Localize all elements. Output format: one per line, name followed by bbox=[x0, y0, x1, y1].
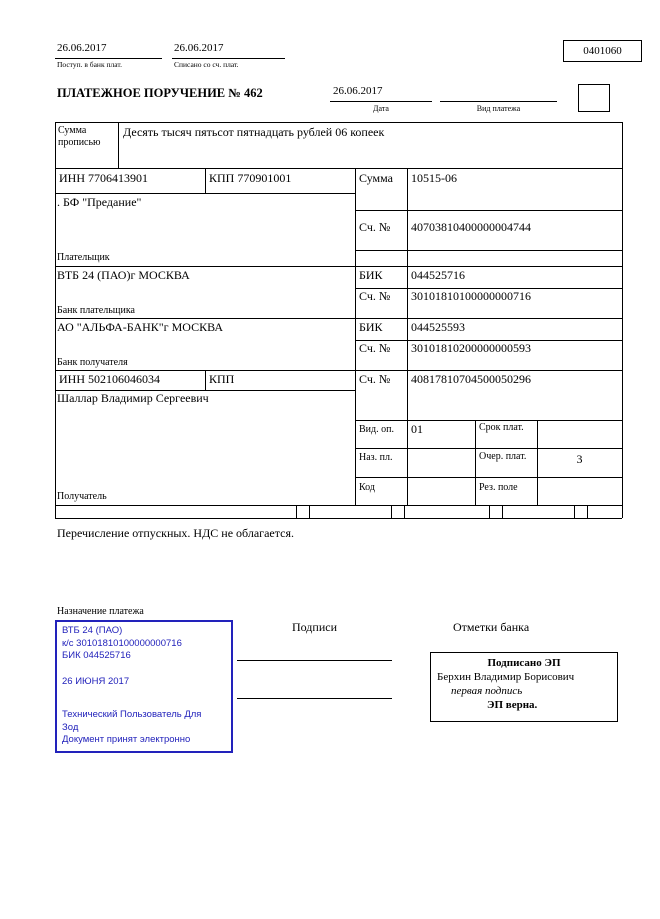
table-border bbox=[355, 210, 622, 211]
table-border bbox=[355, 168, 356, 505]
payee-name: Шаллар Владимир Сергеевич bbox=[57, 391, 209, 405]
tick-divider bbox=[309, 505, 310, 518]
payer-bank-acc-label: Сч. № bbox=[359, 289, 391, 303]
form-code-box: 0401060 bbox=[563, 40, 642, 62]
payer-bank-bik: 044525716 bbox=[411, 268, 465, 282]
tick-divider bbox=[502, 505, 503, 518]
bank-marks-title: Отметки банка bbox=[453, 620, 530, 634]
bank-stamp-note: Документ принят электронно bbox=[62, 734, 191, 745]
kod-label: Код bbox=[359, 482, 375, 493]
date-caption: Дата bbox=[373, 104, 389, 113]
payer-bank-name: ВТБ 24 (ПАО)г МОСКВА bbox=[57, 268, 190, 282]
table-border bbox=[55, 122, 622, 123]
payee-bank-acc-label: Сч. № bbox=[359, 341, 391, 355]
received-in-bank-date: 26.06.2017 bbox=[57, 42, 107, 54]
payee-inn: ИНН 502106046034 bbox=[59, 372, 160, 386]
naz-pl-label: Наз. пл. bbox=[359, 452, 393, 463]
payer-kpp: КПП 770901001 bbox=[209, 171, 292, 185]
doc-date-underline bbox=[330, 101, 432, 102]
bank-stamp-bank-name: ВТБ 24 (ПАО) bbox=[62, 625, 123, 636]
esign-verified: ЭП верна. bbox=[487, 699, 538, 711]
bank-stamp-corr-account: к/с 30101810100000000716 bbox=[62, 637, 182, 649]
doc-title: ПЛАТЕЖНОЕ ПОРУЧЕНИЕ № 462 bbox=[57, 86, 263, 100]
table-border bbox=[55, 122, 56, 518]
payee-bank-bik: 044525593 bbox=[411, 320, 465, 334]
tick-divider bbox=[587, 505, 588, 518]
payment-kind-caption: Вид платежа bbox=[476, 104, 521, 113]
table-border bbox=[118, 122, 119, 168]
debited-date-underline bbox=[172, 58, 285, 59]
payer-acc-label: Сч. № bbox=[359, 220, 391, 234]
bank-stamp bbox=[55, 620, 233, 753]
purpose-text: Перечисление отпускных. НДС не облагается. bbox=[57, 526, 294, 540]
esign-subtitle: первая подпись bbox=[451, 685, 523, 697]
debited-label: Списано со сч. плат. bbox=[174, 60, 239, 69]
table-border bbox=[55, 193, 355, 194]
bank-stamp-user-line2: Зод bbox=[62, 721, 79, 733]
payee-acc: 40817810704500050296 bbox=[411, 372, 531, 386]
tick-divider bbox=[574, 505, 575, 518]
rez-pole-label: Рез. поле bbox=[479, 482, 518, 493]
table-border bbox=[55, 370, 622, 371]
tick-divider bbox=[404, 505, 405, 518]
payee-bank-caption: Банк получателя bbox=[57, 357, 128, 368]
payee-caption: Получатель bbox=[57, 491, 107, 502]
table-border bbox=[55, 505, 622, 506]
purpose-caption: Назначение платежа bbox=[57, 606, 144, 617]
table-border bbox=[55, 266, 622, 267]
bank-stamp-bik: БИК 044525716 bbox=[62, 650, 131, 661]
bank-stamp-user-line1: Технический Пользователь Для bbox=[62, 709, 202, 720]
table-border bbox=[55, 318, 622, 319]
payer-bank-caption: Банк плательщика bbox=[57, 305, 135, 316]
table-border bbox=[622, 122, 623, 518]
esign-stamp bbox=[430, 652, 618, 722]
payee-kpp-label: КПП bbox=[209, 372, 235, 386]
table-border bbox=[205, 370, 206, 390]
payment-kind-underline bbox=[440, 101, 557, 102]
table-border bbox=[355, 448, 622, 449]
ocher-plat-label: Очер. плат. bbox=[479, 451, 527, 462]
table-border bbox=[407, 168, 408, 505]
amount-words-label: Сумма прописью bbox=[58, 125, 101, 148]
table-border bbox=[55, 518, 622, 519]
bank-stamp-date: 26 ИЮНЯ 2017 bbox=[62, 675, 130, 687]
payer-name: . БФ "Предание" bbox=[57, 195, 142, 209]
payer-acc: 40703810400000004744 bbox=[411, 220, 531, 234]
esign-signer-name: Берхин Владимир Борисович bbox=[437, 671, 575, 683]
doc-date: 26.06.2017 bbox=[333, 85, 383, 97]
table-border bbox=[355, 250, 622, 251]
srok-plat-label: Срок плат. bbox=[479, 422, 524, 433]
payee-bank-acc: 30101810200000000593 bbox=[411, 341, 531, 355]
payee-acc-label: Сч. № bbox=[359, 372, 391, 386]
amount-words-value: Десять тысяч пятьсот пятнадцать рублей 06 копеек bbox=[123, 125, 385, 139]
payer-bank-bik-label: БИК bbox=[359, 268, 383, 282]
signatures-title: Подписи bbox=[291, 620, 338, 634]
sum-value: 10515-06 bbox=[411, 171, 457, 185]
vid-op-label: Вид. оп. bbox=[359, 424, 394, 435]
payee-bank-bik-label: БИК bbox=[359, 320, 383, 334]
esign-title: Подписано ЭП bbox=[487, 657, 561, 669]
payer-bank-acc: 30101810100000000716 bbox=[411, 289, 531, 303]
vid-op-value: 01 bbox=[411, 422, 423, 436]
received-in-bank-label: Поступ. в банк плат. bbox=[57, 60, 122, 69]
ocher-plat-value: 3 bbox=[576, 452, 583, 466]
tick-divider bbox=[489, 505, 490, 518]
tick-divider bbox=[296, 505, 297, 518]
table-border bbox=[355, 420, 622, 421]
table-border bbox=[205, 168, 206, 193]
tick-divider bbox=[391, 505, 392, 518]
signature-line-1 bbox=[237, 660, 392, 661]
table-border bbox=[475, 420, 476, 505]
signature-line-2 bbox=[237, 698, 392, 699]
table-border bbox=[355, 477, 622, 478]
table-border bbox=[55, 168, 622, 169]
sum-label: Сумма bbox=[359, 171, 393, 185]
payer-caption: Плательщик bbox=[57, 252, 110, 263]
payer-inn: ИНН 7706413901 bbox=[59, 171, 148, 185]
payee-bank-name: АО "АЛЬФА-БАНК"г МОСКВА bbox=[57, 320, 224, 334]
payment-kind-box bbox=[578, 84, 610, 112]
debited-date: 26.06.2017 bbox=[174, 42, 224, 54]
received-date-underline bbox=[55, 58, 162, 59]
